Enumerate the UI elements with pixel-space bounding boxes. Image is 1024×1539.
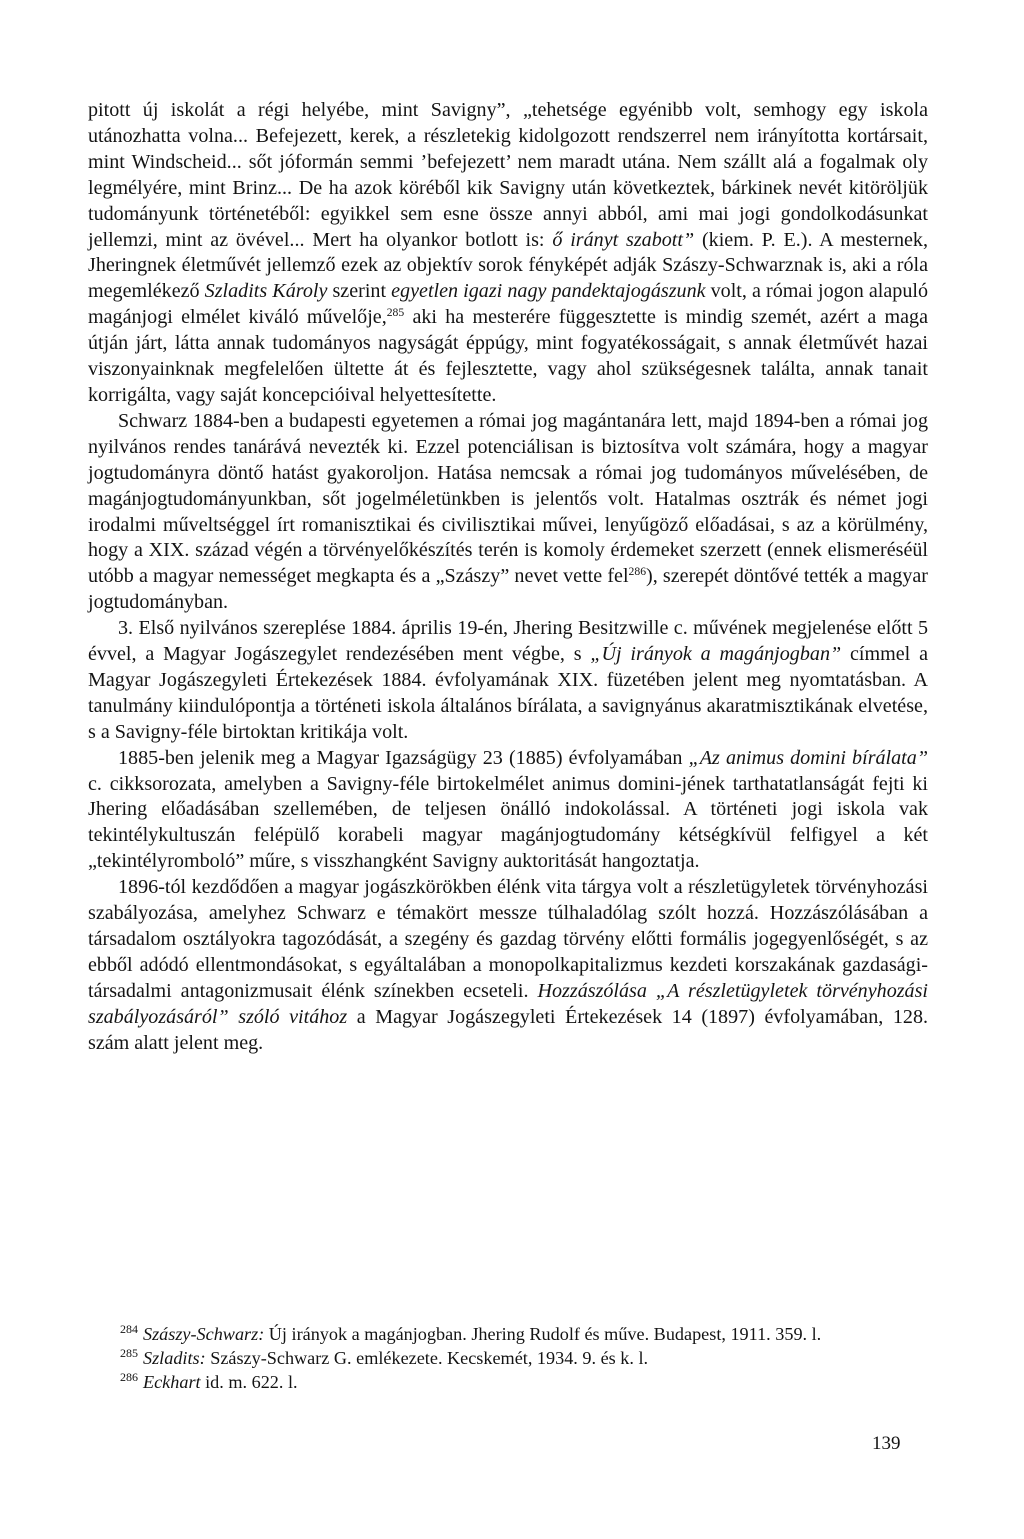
paragraph-2 <box>88 409 928 616</box>
page-number: 139 <box>872 1433 901 1454</box>
paragraph-5 <box>88 875 928 1056</box>
footnote-reference: 285 <box>386 306 405 320</box>
emphasis-text: „Az animus domini bírálata” <box>688 746 928 769</box>
text-run: szerint <box>327 280 392 303</box>
footnote-284 <box>88 1322 928 1346</box>
text-run: a Magyar Jogászegyleti Értekezések 14 (1897) évfolyamában, 128. szám alatt jelent meg. <box>88 1005 929 1054</box>
text-run: Szászy-Schwarz G. emlékezete. Kecskemét, 1934. 9. és k. l. <box>205 1348 649 1368</box>
text-run: aki ha mesterére függesztette is mindig szemét, azért a maga útján járt, látta annak tudományos nagyságát éppúgy, mint fogyatékosságait, s annak életművét hazai viszonyainknak megfelelően ültette át és fejlesztette, vagy ahol szükségesnek találta, annak tanait korrigálta, vagy saját koncepcióival helyettesítette. <box>88 306 928 406</box>
text-run: címmel a Magyar Jogászegyleti Értekezések 1884. évfolyamának XIX. füzetében jelent meg nyomtatásban. A tanulmány kiindulópontja a történeti iskola általános bírálata, a savignyánus akaratmisztikának elvetése, s a Savigny-féle birtoktan kritikája volt. <box>88 643 928 743</box>
emphasis-text: Szladits Károly <box>204 280 328 303</box>
emphasis-text: „Új irányok a magánjogban” <box>590 643 842 666</box>
footnote-286 <box>88 1370 928 1394</box>
text-run: volt, a római jogon alapuló magánjogi elmélet kiváló művelője, <box>88 280 928 329</box>
paragraph-1 <box>88 98 928 409</box>
text-run: Új irányok a magánjogban. Jhering Rudolf és műve. Budapest, 1911. 359. l. <box>264 1324 822 1344</box>
footnote-number: 285 <box>120 1346 138 1361</box>
text-run: id. m. 622. l. <box>200 1372 298 1392</box>
footnote-number: 286 <box>120 1370 138 1385</box>
emphasis-text: Szladits: <box>143 1348 206 1368</box>
paragraph-4 <box>88 746 928 876</box>
emphasis-text: Eckhart <box>143 1372 201 1392</box>
text-run: 1885-ben jelenik meg a Magyar Igazságügy 23 (1885) évfolyamában <box>118 746 689 769</box>
emphasis-text: Szászy-Schwarz: <box>143 1324 265 1344</box>
text-run: c. cikksorozata, amelyben a Savigny-féle birtokelmélet animus domini-jének tarthatatlanságát fejti ki Jhering előadásában szellemében, de teljesen önálló indokolással. A történeti jogi iskola vak tekintélykultuszán felépülő korabeli magyar magánjogtudomány kétségkívül felfigyel a két „tekintélyromboló” műre, s visszhangként Savigny auktoritását hangoztatja. <box>88 772 928 873</box>
text-run: (kiem. P. E.). A mesternek, Jheringnek életművét jellemző ezek az objektív sorok fényképét adják Szászy-Schwarznak is, aki a róla megemlékező <box>88 228 928 303</box>
body-text <box>88 98 928 1057</box>
emphasis-text: egyetlen igazi nagy pandektajogászunk <box>391 280 706 303</box>
text-run: pitott új iskolát a régi helyébe, mint Savigny”, „tehetsége egyénibb volt, semhogy egy iskola utánozhatta volna... Befejezett, kerek, a részletekig kidolgozott rendszerrel nem irányította kortársait, mint Windscheid... sőt jóformán semmi ’befejezett’ nem maradt utána. Nem szállt alá a fogalmak oly legmélyére, mint Brinz... De ha azok köréből kik Savigny után következtek, bárkinek nevét kitöröljük tudományunk történetéből: egyikkel sem esne össze annyi abból, ami mai jogi gondolkodásunkat jellemzi, mint az övével... Mert ha olyankor botlott is: <box>88 99 928 251</box>
footnote-number: 284 <box>120 1322 138 1337</box>
footnote-285 <box>88 1346 928 1370</box>
text-run: Schwarz 1884-ben a budapesti egyetemen a római jog magántanára lett, majd 1894-ben a római jog nyilvános rendes tanárává nevezték ki. Ezzel potenciálisan is biztosítva volt számára, hogy a magyar jogtudományra döntő hatást gyakoroljon. Hatása nemcsak a római jog tudományos művelésében, de magánjogtudományunkban, sőt jogelméletünkben is jelentős volt. Hatalmas osztrák és német jogi irodalmi műveltséggel írt romanisztikai és civilisztikai művei, lenyűgöző előadásai, s az a körülmény, hogy a XIX. század végén a törvényelőkészítés terén is komoly érdemeket szerzett (ennek elismeréséül utóbb a magyar nemességet megkapta és a „Szászy” nevet vette fel <box>88 409 928 588</box>
emphasis-text: Hozzászólása „A részletügyletek törvényhozási szabályozásáról” szóló vitához <box>88 979 929 1028</box>
paragraph-3 <box>88 616 928 746</box>
text-run: ), szerepét döntővé tették a magyar jogtudományban. <box>88 565 928 614</box>
footnotes <box>88 1322 928 1394</box>
emphasis-text: ő irányt szabott” <box>552 228 695 251</box>
text-run: 1896-tól kezdődően a magyar jogászkörökben élénk vita tárgya volt a részletügyletek törvényhozási szabályozása, amelyhez Schwarz e témakört messze túlhaladólag szólt hozzá. Hozzászólásában a társadalom osztályokra tagozódását, a szegény és gazdag törvény előtti formális jogegyenlőségét, s az ebből adódó ellentmondásokat, s egyáltalában a monopolkapitalizmus kezdeti korszakának gazdasági-társadalmi antagonizmusait élénk színekben ecseteli. <box>88 876 928 1002</box>
footnote-reference: 286 <box>628 565 647 579</box>
text-run: 3. Első nyilvános szereplése 1884. április 19-én, Jhering Besitzwille c. művének megjelenése előtt 5 évvel, a Magyar Jogászegylet rendezésében ment végbe, s <box>88 617 928 666</box>
